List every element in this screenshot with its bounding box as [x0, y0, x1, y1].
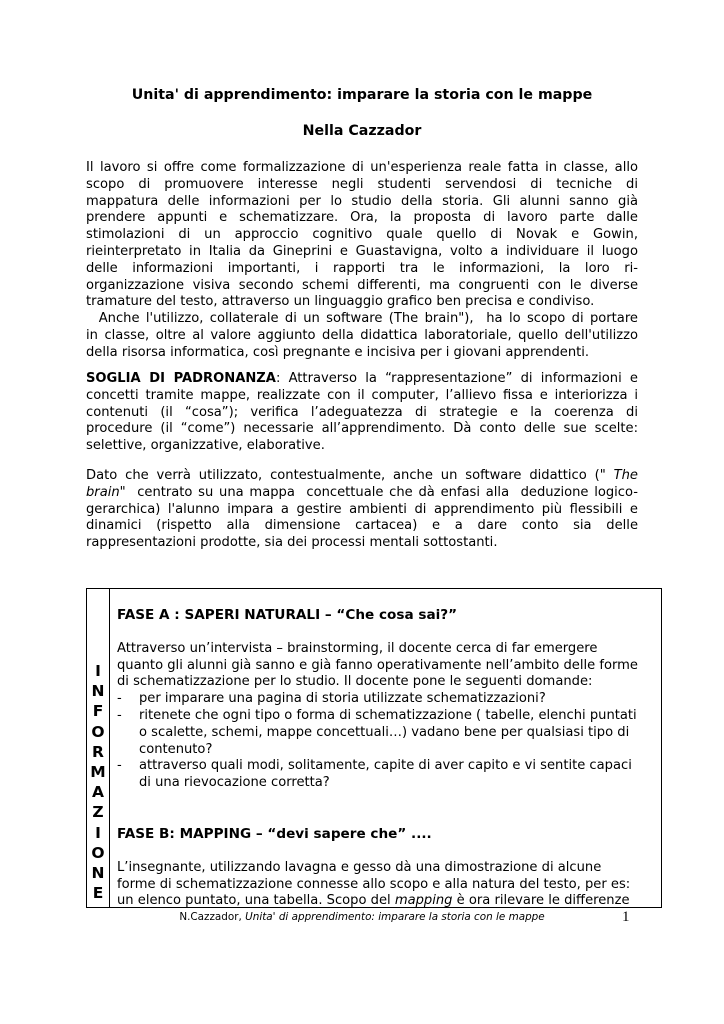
text-segment: " centrato su una mappa concettuale che dà enfasi alla deduzione logico- — [119, 484, 638, 500]
document-author: Nella Cazzador — [302, 123, 422, 139]
side-letter: A — [92, 783, 104, 802]
side-letter: O — [91, 722, 105, 741]
footer-title: Unita' di apprendimento: imparare la storia con le mappe — [245, 911, 545, 923]
side-letter: Z — [92, 803, 104, 822]
phase-b-title: FASE B: MAPPING – “devi sapere che” .... — [117, 825, 432, 842]
text-line: tramature del testo, attraverso un linguaggio grafico ben precisa e condiviso. — [86, 294, 595, 310]
text-line: scopo di promuovere interesse negli studenti servendosi di tecniche di — [86, 176, 638, 192]
side-letter: O — [91, 843, 105, 862]
side-letter: N — [91, 864, 105, 883]
list-item: - per imparare una pagina di storia utilizzate schematizzazioni? — [117, 691, 647, 708]
side-letter: I — [95, 823, 101, 842]
text-line: dinamici (rispetto alla dimensione cartacea) e a dare conto sia delle — [86, 518, 638, 534]
text-line: prendere appunti e schematizzare. Ora, la proposta di lavoro parte dalle — [86, 210, 638, 226]
text-line: in classe, oltre al valore aggiunto della didattica laboratoriale, quello dell'utilizzo — [86, 327, 638, 343]
phase-table-side-column — [87, 589, 110, 907]
side-letter: I — [95, 662, 101, 680]
software-name: brain — [86, 484, 120, 500]
text-line: stimolazioni di un approccio cognitivo quale quello di Novak e Gowin, — [86, 227, 638, 243]
list-item: - attraverso quali modi, solitamente, capite di aver capito e vi sentite capaci di una rievocazione corretta? — [117, 758, 647, 792]
text-line — [86, 371, 638, 388]
page-footer — [86, 910, 638, 924]
text-line: Attraverso un’intervista – brainstorming, il docente cerca di far emergere — [117, 640, 598, 656]
document-title: Unita' di apprendimento: imparare la storia con le mappe — [131, 87, 593, 103]
threshold-paragraph — [86, 371, 638, 455]
text-line: L’insegnante, utilizzando lavagna e gesso dà una dimostrazione di alcune — [117, 859, 602, 875]
phase-table — [86, 588, 662, 908]
question-list — [117, 691, 647, 792]
phase-a-text — [117, 641, 647, 691]
side-letter: M — [90, 763, 106, 782]
threshold-label: SOGLIA DI PADRONANZA — [86, 371, 276, 386]
text-segment: un elenco puntato, una tabella. Scopo del — [117, 893, 395, 909]
text-line — [86, 468, 638, 485]
vertical-label-informazione — [87, 661, 109, 903]
text-line: della risorsa informatica, così pregnante e incisiva per i giovani apprendenti. — [86, 344, 590, 360]
side-letter: R — [92, 742, 104, 761]
side-letter: N — [91, 682, 105, 701]
text-segment: è ora rilevare le differenze — [452, 893, 630, 909]
footer-author: N.Cazzador, — [179, 911, 246, 923]
text-line: Il lavoro si offre come formalizzazione di un'esperienza reale fatta in classe, allo — [86, 160, 638, 175]
text-line: selettive, organizzative, elaborative. — [86, 438, 325, 454]
text-line: gerarchica) l'alunno impara a gestire ambienti di apprendimento più flessibili e — [86, 501, 638, 517]
phase-b-text — [117, 860, 647, 910]
text-line: Anche l'utilizzo, collaterale di un software (The brain"), ha lo scopo di portare — [86, 311, 638, 327]
side-letter: E — [92, 884, 104, 903]
text-line: delle informazioni importanti, i rapporti tra le informazioni, la loro ri- — [86, 260, 638, 276]
intro-paragraph — [86, 160, 638, 362]
text-line: di schematizzazione per lo studio. Il docente pone le seguenti domande: — [117, 674, 593, 690]
phase-a-title: FASE A : SAPERI NATURALI – “Che cosa sai?” — [117, 607, 458, 623]
text-line: organizzazione visiva secondo schemi differenti, ma congruenti con le diverse — [86, 277, 638, 293]
software-paragraph — [86, 468, 638, 552]
text-line — [86, 485, 638, 502]
side-letter: F — [92, 702, 104, 721]
text-line: rappresentazioni prodotte, sia dei processi mentali sottostanti. — [86, 535, 498, 551]
text-emphasis: mapping — [394, 893, 453, 909]
text-line: concetti tramite mappe, realizzate con il computer, l’allievo fissa e interiorizza i — [86, 387, 638, 403]
text-line — [117, 893, 647, 910]
text-line: procedure (il “come”) necessarie all’apprendimento. Dà conto delle sue scelte: — [86, 421, 638, 437]
page-number: 1 — [622, 909, 630, 925]
text-line: forme di schematizzazione connesse allo scopo e alla natura del testo, per es: — [117, 876, 631, 892]
list-item: - ritenete che ogni tipo o forma di schematizzazione ( tabelle, elenchi puntati o scalette, schemi, mappe concettuali…) vadano bene per qualsiasi tipo di contenuto? — [117, 708, 647, 758]
text-line: mappatura delle informazioni per lo studio della storia. Gli alunni sanno già — [86, 193, 638, 209]
text-segment: Dato che verrà utilizzato, contestualmente, anche un software didattico (" — [86, 468, 614, 483]
text-line: rieinterpretato in Italia da Gineprini e Guastavigna, volto a individuare il luogo — [86, 243, 638, 259]
threshold-text: : Attraverso la “rappresentazione” di informazioni e — [275, 371, 638, 386]
software-name: The — [613, 468, 638, 483]
text-line: contenuti (il “cosa”); verifica l’adeguatezza di strategie e la coerenza di — [86, 404, 638, 420]
phase-table-content — [117, 589, 647, 910]
text-line: quanto gli alunni già sanno e già fanno operativamente nell’ambito delle forme — [117, 657, 638, 673]
